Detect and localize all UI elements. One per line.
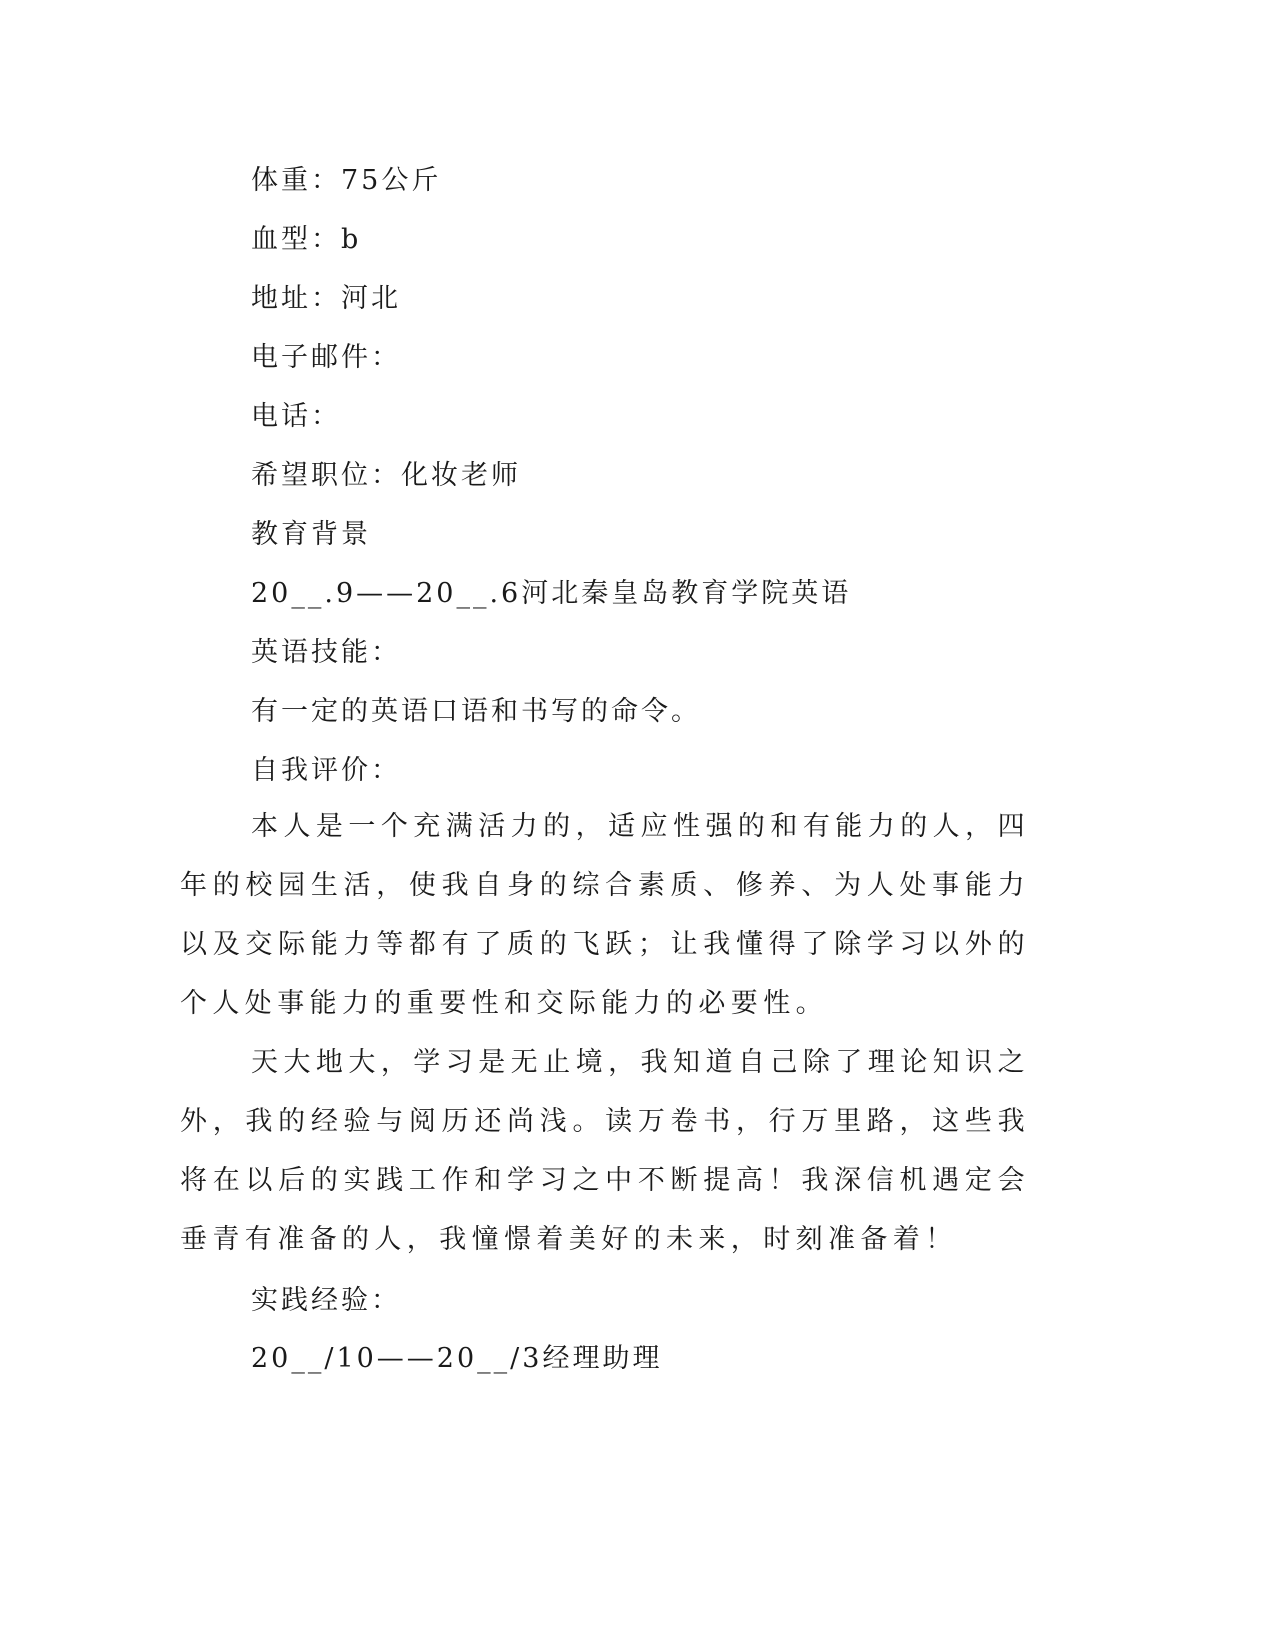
english-skills-heading: 英语技能： (251, 637, 401, 668)
phone-line: 电话： (251, 401, 341, 432)
experience-heading: 实践经验： (251, 1285, 401, 1316)
education-heading: 教育背景 (251, 519, 371, 550)
email-line: 电子邮件： (251, 342, 401, 373)
self-evaluation-heading: 自我评价： (251, 755, 401, 786)
self-evaluation-paragraph-2: 天大地大，学习是无止境，我知道自己除了理论知识之外，我的经验与阅历还尚浅。读万卷书，行万里路，这些我将在以后的实践工作和学习之中不断提高！我深信机遇定会垂青有准备的人，我憧憬着美好的未来，时刻准备着！ (180, 1047, 1030, 1255)
education-entry: 20__.9——20__.6河北秦皇岛教育学院英语 (251, 578, 852, 609)
experience-entry: 20__/10——20__/3经理助理 (251, 1343, 663, 1374)
blood-type-line: 血型：b (251, 224, 362, 255)
address-line: 地址：河北 (251, 283, 401, 314)
english-skills-text: 有一定的英语口语和书写的命令。 (251, 696, 701, 727)
weight-line: 体重：75公斤 (251, 165, 442, 196)
desired-position-line: 希望职位：化妆老师 (251, 460, 521, 491)
self-evaluation-paragraph-1: 本人是一个充满活力的，适应性强的和有能力的人，四年的校园生活，使我自身的综合素质、修养、为人处事能力以及交际能力等都有了质的飞跃；让我懂得了除学习以外的个人处事能力的重要性和交际能力的必要性。 (180, 811, 1030, 1019)
